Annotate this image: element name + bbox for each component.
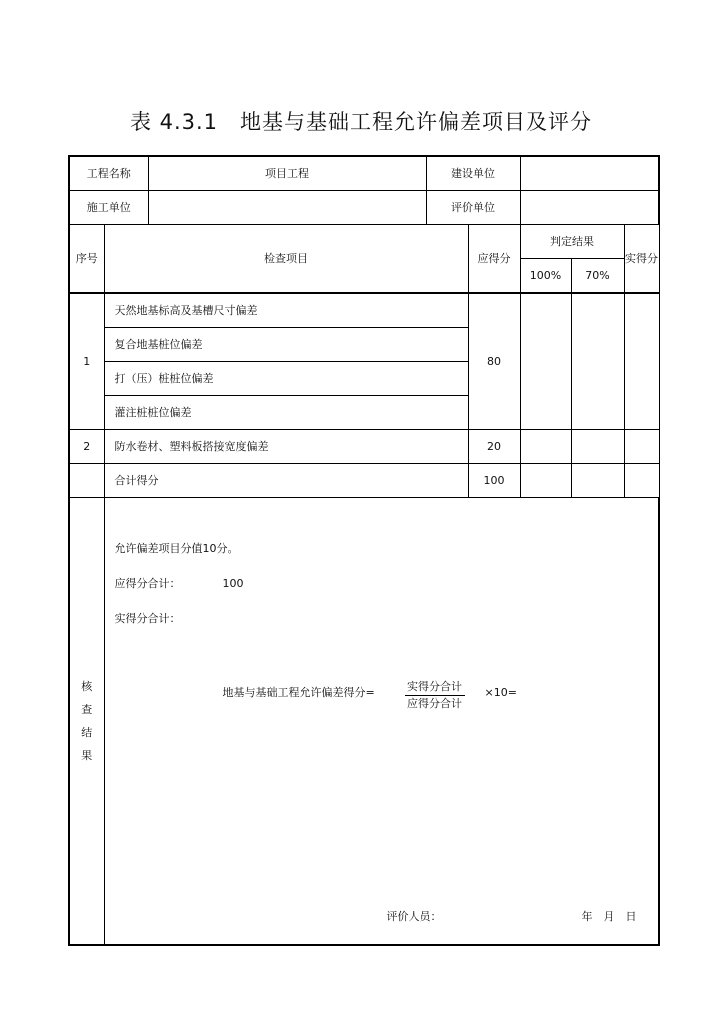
result-label-cell	[69, 498, 104, 946]
result-line-2	[115, 577, 244, 591]
total-seq-cell	[69, 464, 104, 498]
col-judgement: 判定结果	[520, 225, 624, 259]
builder-label: 建设单位	[426, 156, 520, 191]
col-actual: 实得分	[624, 225, 659, 294]
project-name-label: 工程名称	[69, 156, 148, 191]
col-pct100: 100%	[520, 259, 571, 294]
result-line-1: 允许偏差项目分值10分。	[114, 542, 239, 555]
formula-fraction	[405, 680, 465, 711]
date-label: 年 月 日	[581, 910, 637, 923]
contractor-value[interactable]	[148, 191, 426, 225]
expected-total-label: 应得分合计：	[114, 577, 181, 590]
total-pct70-cell[interactable]	[571, 464, 624, 498]
total-label: 合计得分	[104, 464, 468, 498]
builder-value[interactable]	[520, 156, 659, 191]
col-item: 检查项目	[104, 225, 468, 294]
group2-pct100-cell[interactable]	[520, 430, 571, 464]
header-row-project	[69, 156, 659, 191]
header-row-contractor	[69, 191, 659, 225]
group2-seq: 2	[69, 430, 104, 464]
result-label: 核查结果	[81, 680, 93, 762]
result-line-3: 实得分合计：	[114, 612, 181, 625]
formula-numerator: 实得分合计	[405, 680, 465, 696]
total-pct100-cell[interactable]	[520, 464, 571, 498]
evaluator-label: 评价人员：	[386, 910, 442, 923]
group2-expected: 20	[468, 430, 520, 464]
group2-actual-cell[interactable]	[624, 430, 659, 464]
column-header-row-1	[69, 225, 659, 259]
group1-expected: 80	[468, 293, 520, 430]
evaluator-unit-label: 评价单位	[426, 191, 520, 225]
group1-item-2: 复合地基桩位偏差	[104, 328, 468, 362]
group1-seq: 1	[69, 293, 104, 430]
group2-pct70-cell[interactable]	[571, 430, 624, 464]
group2-item: 防水卷材、塑料板搭接宽度偏差	[104, 430, 468, 464]
evaluator-unit-value[interactable]	[520, 191, 659, 225]
contractor-label: 施工单位	[69, 191, 148, 225]
group1-item-3: 打（压）桩桩位偏差	[104, 362, 468, 396]
expected-total-value: 100	[222, 577, 244, 590]
col-seq: 序号	[69, 225, 104, 294]
table-row	[69, 430, 659, 464]
group1-pct70-cell[interactable]	[571, 293, 624, 430]
page-title: 表 4.3.1 地基与基础工程允许偏差项目及评分	[129, 110, 593, 134]
table-row	[69, 293, 659, 328]
formula-multiplier: ×10=	[484, 686, 517, 699]
group1-pct100-cell[interactable]	[520, 293, 571, 430]
col-expected: 应得分	[468, 225, 520, 294]
total-row	[69, 464, 659, 498]
group1-item-1: 天然地基标高及基槽尺寸偏差	[104, 293, 468, 328]
total-actual-cell[interactable]	[624, 464, 659, 498]
group1-item-4: 灌注桩桩位偏差	[104, 396, 468, 430]
group1-actual-cell[interactable]	[624, 293, 659, 430]
total-expected: 100	[468, 464, 520, 498]
result-row	[69, 498, 659, 946]
project-name-value[interactable]: 项目工程	[148, 156, 426, 191]
col-pct70: 70%	[571, 259, 624, 294]
evaluation-table	[68, 155, 660, 946]
formula-label: 地基与基础工程允许偏差得分=	[222, 686, 375, 699]
result-content-cell	[104, 498, 659, 946]
formula-denominator: 应得分合计	[407, 697, 462, 710]
